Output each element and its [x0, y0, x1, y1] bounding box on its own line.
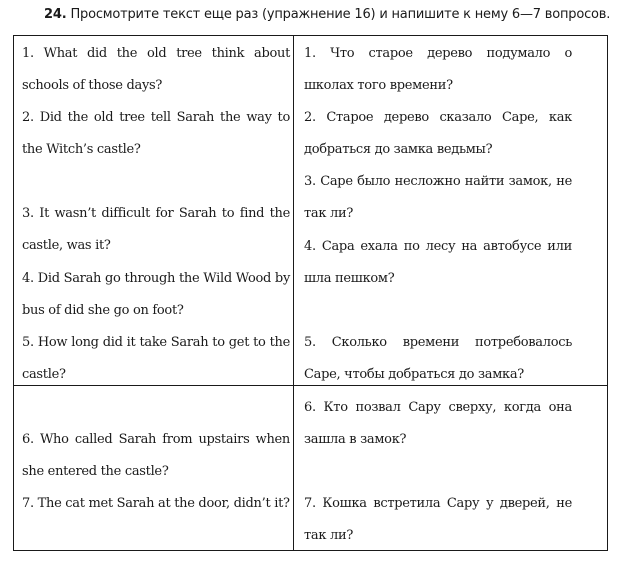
- russian-question-7: 7. Кошка встретила Сару у дверей, не так ли?: [304, 496, 572, 543]
- table-border-left: [13, 35, 14, 551]
- russian-question-4: 4. Сара ехала по лесу на автобусе или шла пешком?: [304, 239, 572, 286]
- english-question-1: 1. What did the old tree think about schools of those days?: [22, 46, 290, 93]
- exercise-instruction: Просмотрите текст еще раз (упражнение 16) и напишите к нему 6—7 вопросов.: [70, 7, 611, 22]
- russian-question-6: 6. Кто позвал Сару сверху, когда она зашла в замок?: [304, 400, 572, 447]
- table-border-top: [13, 35, 608, 36]
- english-question-4: 4. Did Sarah go through the Wild Wood by bus of did she go on foot?: [22, 271, 290, 318]
- russian-question-1: 1. Что старое дерево подумало о школах того времени?: [304, 46, 572, 93]
- english-question-3: 3. It wasn’t difficult for Sarah to find the castle, was it?: [22, 206, 290, 253]
- english-question-6: 6. Who called Sarah from upstairs when she entered the castle?: [22, 432, 290, 479]
- russian-question-2: 2. Старое дерево сказало Саре, как добраться до замка ведьмы?: [304, 110, 572, 157]
- russian-question-5: 5. Сколько времени потребовалось Саре, чтобы добраться до замка?: [304, 335, 572, 382]
- exercise-number: 24.: [44, 7, 67, 22]
- russian-question-3: 3. Саре было несложно найти замок, не так ли?: [304, 174, 572, 221]
- english-question-5: 5. How long did it take Sarah to get to the castle?: [22, 335, 290, 382]
- english-question-7: 7. The cat met Sarah at the door, didn’t it?: [22, 496, 290, 511]
- table-column-divider: [293, 35, 294, 551]
- exercise-heading: [44, 7, 610, 22]
- english-question-2: 2. Did the old tree tell Sarah the way to the Witch’s castle?: [22, 110, 290, 157]
- table-border-right: [607, 35, 608, 551]
